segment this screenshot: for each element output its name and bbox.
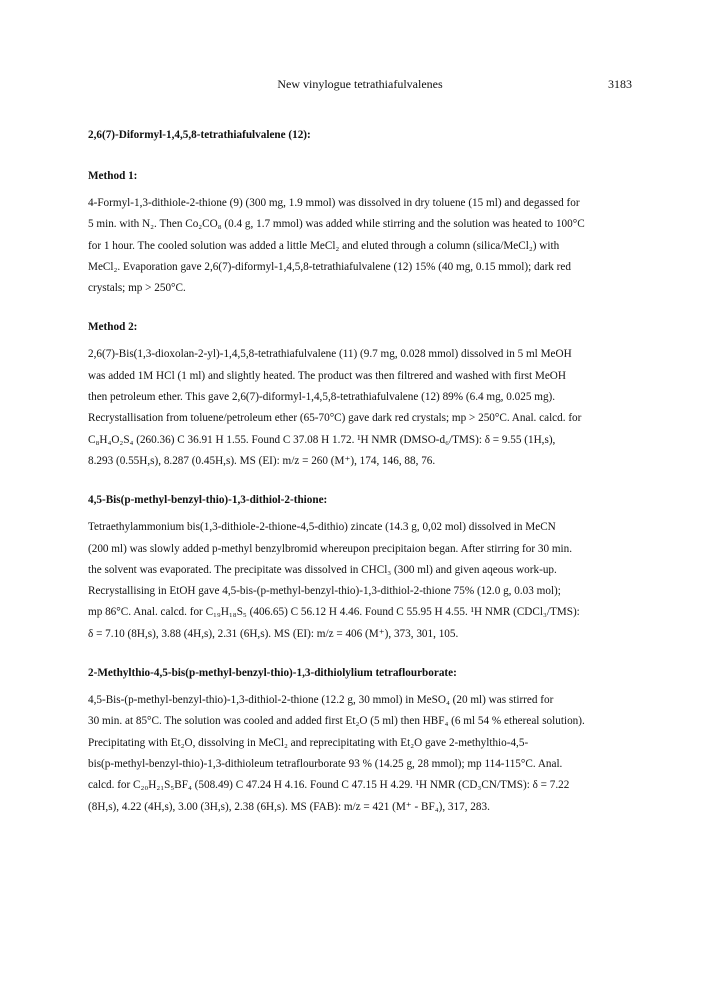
text-line: 8.293 (0.55H,s), 8.287 (0.45H,s). MS (EI): m/z = 260 (M⁺), 174, 146, 88, 76.: [88, 454, 436, 467]
method-1-paragraph: [88, 193, 638, 299]
text-line: MeCl₂. Evaporation gave 2,6(7)-diformyl-1,4,5,8-tetrathiafulvalene (12) 15% (40 mg, 0.15 mmol); dark red: [88, 260, 571, 273]
text-line: calcd. for C₂₀H₂₁S₅BF₄ (508.49) C 47.24 H 4.16. Found C 47.15 H 4.29. ¹H NMR (CD₃CN/TMS): δ = 7.22: [88, 779, 570, 792]
text-line: Recrystallising in EtOH gave 4,5-bis-(p-methyl-benzyl-thio)-1,3-dithiol-2-thione 75% (12.0 g, 0.03 mol);: [88, 585, 561, 598]
running-title: New vinylogue tetrathiafulvalenes: [277, 77, 443, 91]
text-line: the solvent was evaporated. The precipitate was dissolved in CHCl₃ (300 ml) and given aqeous work-up.: [88, 563, 557, 576]
text-line: 4,5-Bis-(p-methyl-benzyl-thio)-1,3-dithiol-2-thione (12.2 g, 30 mmol) in MeSO₄ (20 ml) was stirred for: [88, 694, 554, 707]
section-2-paragraph: [88, 517, 638, 645]
text-line: crystals; mp > 250°C.: [88, 282, 186, 295]
page-number: 3183: [608, 77, 632, 91]
method-2-label: Method 2:: [88, 321, 138, 334]
text-line: C₈H₄O₂S₄ (260.36) C 36.91 H 1.55. Found C 37.08 H 1.72. ¹H NMR (DMSO-d₆/TMS): δ = 9.55 (1H,s),: [88, 433, 556, 446]
text-line: 30 min. at 85°C. The solution was cooled and added first Et₂O (5 ml) then HBF₄ (6 ml 54 % ethereal solution).: [88, 715, 585, 728]
text-line: (200 ml) was slowly added p-methyl benzylbromid whereupon precipitaion began. After stirring for 30 min.: [88, 542, 573, 555]
section-heading-dithiolylium-salt: 2-Methylthio-4,5-bis(p-methyl-benzyl-thio)-1,3-dithiolylium tetraflourborate:: [88, 667, 457, 680]
text-line: 5 min. with N₂. Then Co₂CO₈ (0.4 g, 1.7 mmol) was added while stirring and the solution was heated to 100°C: [88, 218, 585, 231]
text-line: 2,6(7)-Bis(1,3-dioxolan-2-yl)-1,4,5,8-tetrathiafulvalene (11) (9.7 mg, 0.028 mmol) dissolved in 5 ml MeOH: [88, 348, 572, 361]
text-line: bis(p-methyl-benzyl-thio)-1,3-dithioleum tetraflourborate 93 % (14.25 g, 28 mmol); mp 114-115°C. Anal.: [88, 757, 563, 770]
section-3-paragraph: [88, 690, 638, 818]
text-line: Recrystallisation from toluene/petroleum ether (65-70°C) gave dark red crystals; mp > 250°C. Anal. calcd. for: [88, 412, 582, 425]
section-heading-diformyl-ttf: 2,6(7)-Diformyl-1,4,5,8-tetrathiafulvalene (12):: [88, 129, 311, 141]
text-line: Tetraethylammonium bis(1,3-dithiole-2-thione-4,5-dithio) zincate (14.3 g, 0,02 mol) dissolved in MeCN: [88, 521, 556, 534]
section-heading-bis-thione: 4,5-Bis(p-methyl-benzyl-thio)-1,3-dithiol-2-thione:: [88, 494, 328, 507]
main-content: [88, 126, 638, 818]
text-line: Precipitating with Et₂O, dissolving in MeCl₂ and reprecipitating with Et₂O gave 2-methylthio-4,5-: [88, 736, 529, 749]
method-2-paragraph: [88, 344, 638, 472]
text-line: δ = 7.10 (8H,s), 3.88 (4H,s), 2.31 (6H,s). MS (EI): m/z = 406 (M⁺), 373, 301, 105.: [88, 627, 459, 640]
text-line: then petroleum ether. This gave 2,6(7)-diformyl-1,4,5,8-tetrathiafulvalene (12) 89% (6.4 mg, 0.025 mg).: [88, 391, 556, 404]
method-1-label: Method 1:: [88, 170, 138, 182]
text-line: 4-Formyl-1,3-dithiole-2-thione (9) (300 mg, 1.9 mmol) was dissolved in dry toluene (15 ml) and degassed for: [88, 197, 580, 209]
text-line: (8H,s), 4.22 (4H,s), 3.00 (3H,s), 2.38 (6H,s). MS (FAB): m/z = 421 (M⁺ - BF₄), 317, 283.: [88, 800, 490, 813]
text-line: for 1 hour. The cooled solution was added a little MeCl₂ and eluted through a column (silica/MeCl₂) with: [88, 239, 560, 252]
text-line: mp 86°C. Anal. calcd. for C₁₉H₁₈S₅ (406.65) C 56.12 H 4.46. Found C 55.95 H 4.55. ¹H NMR (CDCl₃/TMS):: [88, 606, 580, 619]
text-line: was added 1M HCl (1 ml) and slightly heated. The product was then filtrered and washed with first MeOH: [88, 369, 566, 382]
